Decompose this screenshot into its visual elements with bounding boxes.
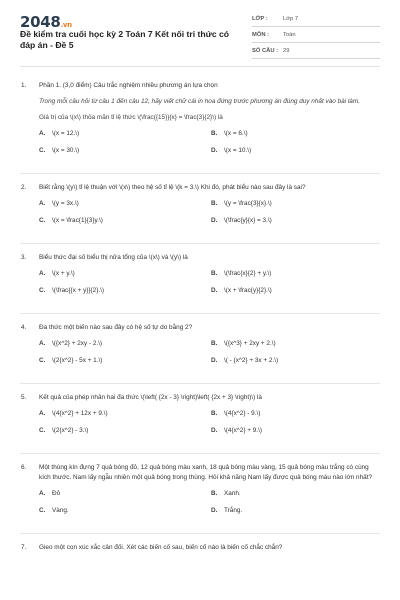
question-body: Kết quả của phép nhân hai đa thức \(\left( {2x - 3} \right)\left( {2x + 3} \right)\) là [39, 394, 262, 401]
option-text: \( - {x^2} + 3x + 2.\) [224, 357, 279, 364]
question-text [20, 543, 380, 553]
question-item [20, 454, 380, 534]
answer-options [20, 269, 380, 296]
option-text: Đỏ [52, 490, 61, 497]
question-item [20, 314, 380, 384]
option-text: Xanh. [224, 490, 241, 497]
option-text: \(y = 3x.\) [52, 200, 79, 207]
option-text: \(\frac{y}{x} = 3.\) [224, 217, 272, 224]
question-number: 1. [21, 82, 27, 89]
question-text [20, 81, 380, 91]
question-text [20, 463, 380, 483]
option-text: \(x = 12.\) [52, 130, 80, 137]
meta-value: 29 [283, 48, 290, 54]
logo-main: 2048 [20, 13, 61, 31]
option-text: \(x + \frac{y}{2}.\) [224, 287, 272, 294]
meta-key: MÔN : [252, 32, 270, 38]
option-text: Vàng. [52, 507, 69, 514]
meta-value: Toán [283, 32, 296, 38]
question-list [20, 72, 380, 563]
option-row [39, 339, 380, 349]
option-letter: D. [211, 147, 218, 154]
question-body: Biết rằng \(y\) tỉ lệ thuận với \(x\) theo hệ số tỉ lệ \(k = 3.\) Khi đó, phát biểu nào sau đây là sai? [39, 184, 306, 191]
option-row [39, 356, 380, 366]
question-text [20, 183, 380, 193]
answer-options [20, 199, 380, 226]
option-letter: C. [39, 357, 46, 364]
question-body: Biểu thức đại số biểu thị nửa tổng của \(x\) và \(y\) là [39, 254, 188, 261]
option-letter: D. [211, 217, 218, 224]
option-letter: A. [39, 270, 46, 277]
question-body: Một thùng kín đựng 7 quả bóng đỏ, 12 quả bóng màu xanh, 18 quả bóng màu vàng, 15 quả bóng màu trắng có cùng kích thước. Nam lấy ngẫu nhiên một quả bóng trong thùng. Hỏi khả năng Nam lấy được quả bóng màu nào lớn nhất? [39, 464, 373, 481]
logo-suffix: .vn [60, 21, 72, 29]
question-number: 2. [21, 184, 27, 191]
question-body: Đa thức một biến nào sau đây có hệ số tự do bằng 2? [39, 324, 193, 331]
meta-row [252, 30, 380, 43]
exam-meta [252, 14, 380, 62]
option-letter: A. [39, 340, 46, 347]
option-text: \({x^3} + 2xy + 2.\) [224, 340, 276, 347]
question-instruction: Trong mỗi câu hỏi từ câu 1 đến câu 12, hãy viết chữ cái in hoa đứng trước phương án đúng duy nhất vào bài làm. [39, 98, 360, 105]
meta-key: SỐ CÂU : [252, 48, 279, 54]
answer-options [20, 129, 380, 156]
option-text: \(\frac{x}{2} + y.\) [224, 270, 272, 277]
option-row [39, 146, 380, 156]
option-row [39, 409, 380, 419]
option-letter: A. [39, 130, 46, 137]
answer-options [20, 409, 380, 436]
option-row [39, 426, 380, 436]
option-text: \(4{x^2} - 9.\) [224, 410, 261, 417]
option-letter: C. [39, 147, 46, 154]
option-letter: C. [39, 287, 46, 294]
question-item [20, 244, 380, 314]
option-row [39, 506, 380, 516]
option-text: \(x = 6.\) [224, 130, 248, 137]
question-item [20, 72, 380, 174]
option-text: \(x = 30.\) [52, 147, 80, 154]
option-letter: B. [211, 270, 218, 277]
question-number: 4. [21, 324, 27, 331]
option-row [39, 489, 380, 499]
option-letter: B. [211, 410, 218, 417]
option-row [39, 199, 380, 209]
header-divider [20, 66, 380, 67]
option-text: Trắng. [224, 507, 243, 514]
question-number: 6. [21, 464, 27, 471]
question-text [20, 323, 380, 333]
question-body: Gieo một con xúc xắc cân đối. Xét các biến cố sau, biến cố nào là biến cố chắc chắn? [39, 544, 283, 551]
option-text: \({x^2} + 2xy - 2.\) [52, 340, 103, 347]
option-text: \(y = \frac{3}{x}.\) [224, 200, 272, 207]
option-letter: D. [211, 507, 218, 514]
option-letter: B. [211, 490, 218, 497]
option-letter: B. [211, 130, 218, 137]
answer-options [20, 489, 380, 516]
option-letter: A. [39, 490, 46, 497]
option-letter: D. [211, 357, 218, 364]
question-item [20, 534, 380, 563]
option-letter: D. [211, 287, 218, 294]
exam-title: Đề kiểm tra cuối học kỳ 2 Toán 7 Kết nối tri thức có đáp án - Đề 5 [20, 29, 230, 50]
option-row [39, 129, 380, 139]
option-text: \(x = 10.\) [224, 147, 252, 154]
answer-options [20, 339, 380, 366]
option-row [39, 269, 380, 279]
meta-key: LỚP : [252, 16, 268, 22]
option-text: \(4{x^2} + 9.\) [224, 427, 262, 434]
option-text: \(x + y.\) [52, 270, 75, 277]
question-item [20, 384, 380, 454]
option-letter: D. [211, 427, 218, 434]
option-letter: B. [211, 200, 218, 207]
meta-row [252, 14, 380, 27]
option-letter: C. [39, 507, 46, 514]
option-letter: A. [39, 410, 46, 417]
option-text: \(4{x^2} + 12x + 9.\) [52, 410, 108, 417]
question-number: 5. [21, 394, 27, 401]
option-letter: A. [39, 200, 46, 207]
meta-row [252, 46, 380, 59]
question-text [20, 253, 380, 263]
question-number: 7. [21, 544, 27, 551]
option-letter: B. [211, 340, 218, 347]
option-letter: C. [39, 427, 46, 434]
question-number: 3. [21, 254, 27, 261]
header [0, 0, 400, 62]
option-text: \(2{x^2} - 5x + 1.\) [52, 357, 103, 364]
option-letter: C. [39, 217, 46, 224]
question-stem: Giá trị của \(x\) thỏa mãn tỉ lệ thức \(\frac{{15}}{x} = \frac{3}{2}\) là [39, 114, 223, 121]
option-row [39, 216, 380, 226]
option-text: \(2{x^2} - 3.\) [52, 427, 89, 434]
option-text: \(\frac{{x + y}}{2}.\) [52, 287, 105, 294]
question-body: Phần 1. (3,0 điểm) Câu trắc nghiệm nhiều phương án lựa chọn [39, 82, 218, 89]
question-text [20, 393, 380, 403]
question-item [20, 174, 380, 244]
meta-value: Lớp 7 [283, 16, 299, 22]
option-row [39, 286, 380, 296]
option-text: \(x = \frac{1}{3}y.\) [52, 217, 103, 224]
